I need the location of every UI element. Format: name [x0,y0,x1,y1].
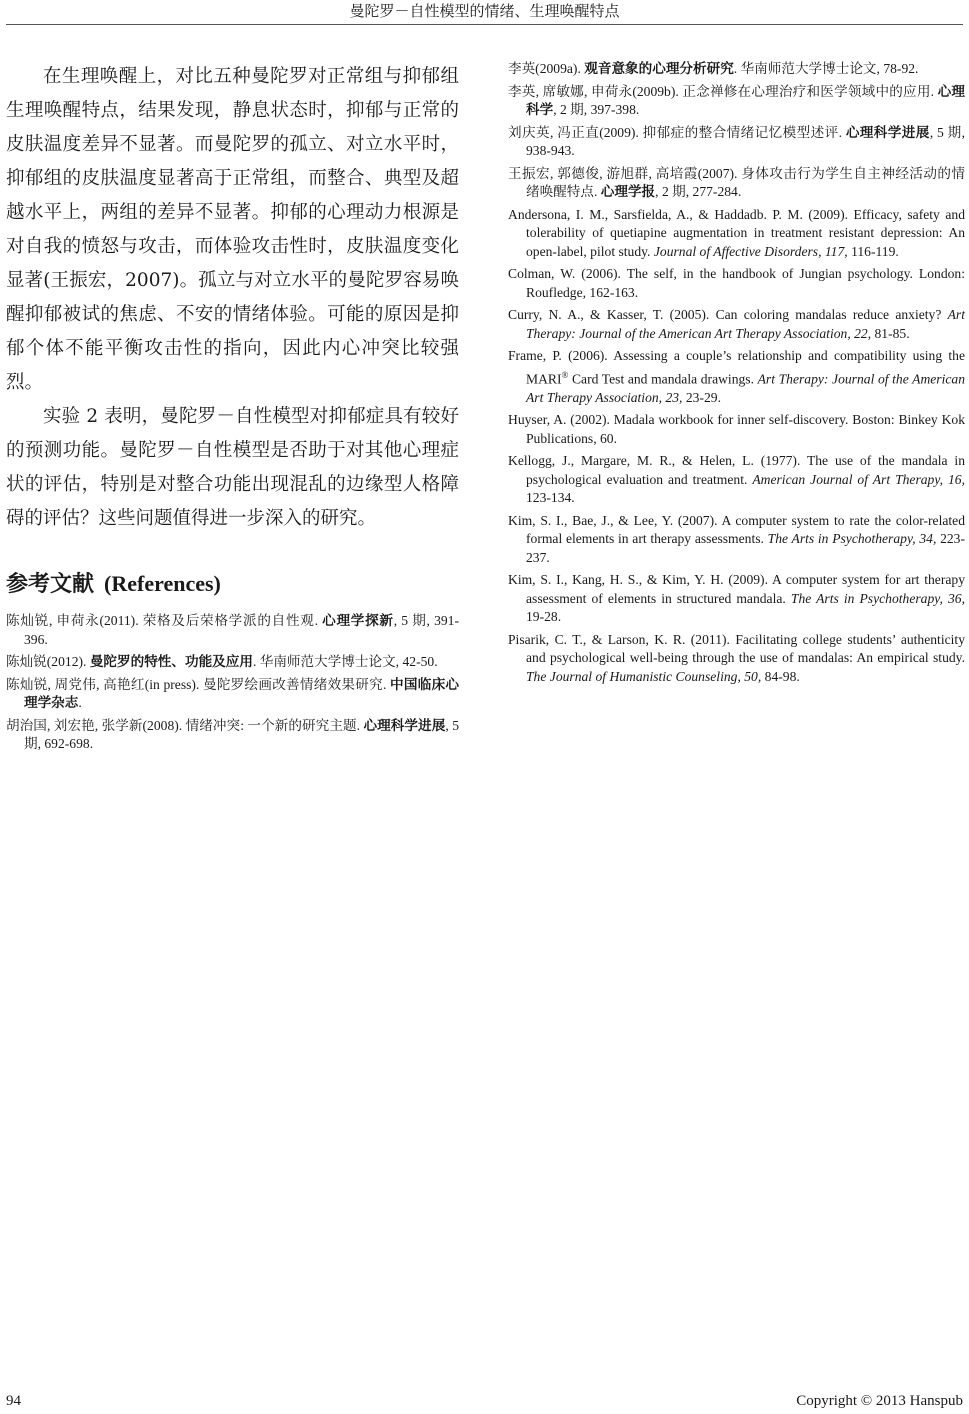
reference-details: 23-29. [682,389,721,405]
reference-text: 李英(2009a). [508,61,585,76]
reference-text: Pisarik, C. T., & Larson, K. R. (2011). Facilitating college students’ authenticity and psychological well-being through the use of mandalas: An empirical study. [508,631,965,666]
reference-text: 刘庆英, 冯正直(2009). 抑郁症的整合情绪记忆模型述评. [508,124,846,140]
reference-text: Kim, S. I., Bae, J., & Lee, Y. (2007). A computer system to rate the color-related formal elements in art therapy assessments. [508,512,965,547]
reference-details: 116-119. [847,243,899,259]
running-header: 曼陀罗－自性模型的情绪、生理唤醒特点 [349,2,620,20]
reference-source: The Journal of Humanistic Counseling, 50, [526,668,762,684]
header-rule [6,24,963,25]
reference-details: , 5 期, 692-698. [24,717,460,751]
right-column [508,60,965,690]
references-title-zh: 参考文献 [6,571,95,597]
body-paragraph-1: 在生理唤醒上，对比五种曼陀罗对正常组与抑郁组生理唤醒特点，结果发现，静息状态时，抑郁与正常的皮肤温度差异不显著。而曼陀罗的孤立、对立水平时，抑郁组的皮肤温度显著高于正常组，而整合、典型及超越水平上，两组的差异不显著。抑郁的心理动力根源是对自我的愤怒与攻击，而体验攻击性时，皮肤温度变化显著(王振宏，2007)。孤立与对立水平的曼陀罗容易唤醒抑郁被试的焦虑、不安的情绪体验。可能的原因是抑郁个体不能平衡攻击性的指向，因此内心冲突比较强烈。 [6,66,459,393]
reference-details: . [78,695,82,710]
reference-source: 心理科学进展 [845,124,930,140]
reference-source: The Arts in Psychotherapy, 36, [790,590,965,606]
reference-entry [508,83,965,120]
reference-entry [508,411,965,448]
reference-details: . 华南师范大学博士论文, 78-92. [733,61,919,76]
reference-source: 心理科学进展 [363,717,446,733]
reference-entry [6,717,459,754]
reference-text: Andersona, I. M., Sarsfielda, A., & Haddadb. P. M. (2009). Efficacy, safety and tolerability of quetiapine augmentation in treatment resistant depression: An open-label, pilot study. [508,206,965,259]
reference-details: , 5 期, 391-396. [24,613,459,647]
reference-entry [508,206,965,262]
reference-source: Art Therapy: Journal of the American Art Therapy Association, 23, [526,371,965,405]
reference-source: 心理科学 [526,83,965,117]
reference-entry [508,124,965,161]
page-number: 94 [6,1393,21,1409]
reference-entry [508,512,965,568]
reference-entry [508,452,965,508]
references-title-en: (References) [104,571,221,596]
reference-entry [508,571,965,627]
reference-details: 84-98. [761,668,800,684]
reference-source: 心理学探新 [322,613,394,628]
reference-text: 陈灿锐, 申荷永(2011). 荣格及后荣格学派的自性观. [6,613,323,628]
reference-text: Kim, S. I., Kang, H. S., & Kim, Y. H. (2009). A computer system for art therapy assessment of elements in structured mandala. [508,572,965,606]
reference-entry [508,347,965,407]
reference-source: 观音意象的心理分析研究 [584,61,734,76]
reference-source: Art Therapy: Journal of the American Art Therapy Association, 22, [526,307,965,341]
reference-details: . 华南师范大学博士论文, 42-50. [252,654,438,669]
reference-text: Colman, W. (2006). The self, in the handbook of Jungian psychology. London: Roufledge, 162-163. [508,266,965,300]
reference-source: The Arts in Psychotherapy, 34, [767,531,937,547]
reference-source: 曼陀罗的特性、功能及应用 [89,654,253,669]
reference-entry [6,676,459,713]
reference-text: Frame, P. (2006). Assessing a couple’s relationship and compatibility using the MARI [508,348,965,387]
references-list-right-cn [508,60,965,202]
reference-details: 223-237. [526,531,965,565]
reference-text: 陈灿锐(2012). [6,654,90,669]
reference-entry [508,265,965,302]
reference-entry [508,631,965,687]
reference-text: 陈灿锐, 周党伟, 高艳红(in press). 曼陀罗绘画改善情绪效果研究. [6,676,391,692]
reference-details: 81-85. [871,325,910,341]
reference-text: 王振宏, 郭德俊, 游旭群, 高培霞(2007). 身体攻击行为学生自主神经活动的情绪唤醒特点. [508,165,965,199]
reference-text: Card Test and mandala drawings. [568,371,758,387]
body-paragraph-2: 实验 2 表明，曼陀罗－自性模型对抑郁症具有较好的预测功能。曼陀罗－自性模型是否助于对其他心理症状的评估，特别是对整合功能出现混乱的边缘型人格障碍的评估？这些问题值得进一步深入的研究。 [6,406,459,529]
reference-source: 中国临床心理学杂志 [24,676,460,710]
reference-details: , 5 期, 938-943. [526,124,966,158]
reference-details: , 2 期, 277-284. [655,184,742,199]
references-list-right-en [508,206,965,687]
reference-text: Huyser, A. (2002). Madala workbook for inner self-discovery. Boston: Binkey Kok Publications, 60. [508,412,965,446]
reference-details: 19-28. [526,609,562,625]
reference-text: 李英, 席敏娜, 申荷永(2009b). 正念禅修在心理治疗和医学领域中的应用. [508,83,938,99]
registered-mark: ® [561,369,569,380]
left-column [6,60,459,758]
reference-source: Journal of Affective Disorders, 117, [653,243,848,259]
reference-entry [508,306,965,343]
reference-entry [6,612,459,649]
reference-details: , 2 期, 397-398. [553,102,640,117]
copyright-notice: Copyright © 2013 Hanspub [796,1393,963,1409]
reference-text: Curry, N. A., & Kasser, T. (2005). Can coloring mandalas reduce anxiety? [508,307,948,322]
reference-text: 胡治国, 刘宏艳, 张学新(2008). 情绪冲突: 一个新的研究主题. [6,717,364,733]
reference-entry [508,165,965,202]
reference-source: American Journal of Art Therapy, 16, [752,471,965,487]
references-list-left [6,612,459,754]
reference-details: 123-134. [526,490,575,506]
reference-entry [6,653,459,672]
references-heading [6,570,459,598]
reference-source: 心理学报 [600,184,656,199]
reference-entry [508,60,965,79]
reference-text: Kellogg, J., Margare, M. R., & Helen, L. (1977). The use of the mandala in psychological evaluation and treatment. [508,453,965,487]
